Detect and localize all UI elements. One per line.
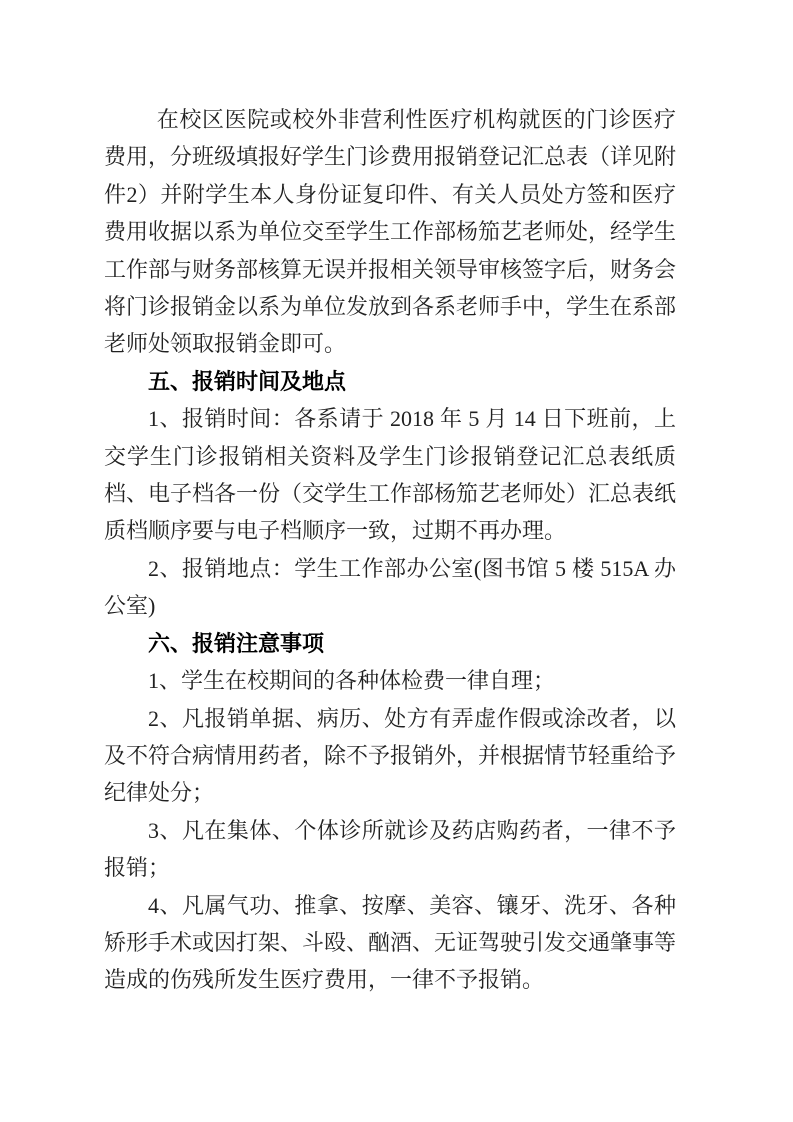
section-heading: 五、报销时间及地点 [148, 368, 347, 394]
paragraph: 3、凡在集体、个体诊所就诊及药店购药者，一律不予报销； [104, 817, 676, 881]
paragraph: 2、凡报销单据、病历、处方有弄虚作假或涂改者，以及不符合病情用药者，除不予报销外，并根据情节轻重给予纪律处分； [104, 705, 677, 806]
paragraph: 2、报销地点：学生工作部办公室(图书馆 5 楼 515A 办公室) [104, 555, 676, 619]
paragraph: 4、凡属气功、推拿、按摩、美容、镶牙、洗牙、各种矫形手术或因打架、斗殴、酗酒、无证驾驶引发交通肇事等造成的伤残所发生医疗费用，一律不予报销。 [104, 892, 677, 993]
paragraph: 在校区医院或校外非营利性医疗机构就医的门诊医疗费用，分班级填报好学生门诊费用报销登记汇总表（详见附件2）并附学生本人身份证复印件、有关人员处方签和医疗费用收据以系为单位交至学生工作部杨笳艺老师处，经学生工作部与财务部核算无误并报相关领导审核签字后，财务会将门诊报销金以系为单位发放到各系老师手中，学生在系部老师处领取报销金即可。 [104, 107, 677, 357]
document-body [104, 101, 676, 999]
section-heading: 六、报销注意事项 [148, 630, 325, 656]
paragraph: 1、学生在校期间的各种体检费一律自理； [148, 668, 556, 694]
paragraph: 1、报销时间：各系请于 2018 年 5 月 14 日下班前，上交学生门诊报销相关资料及学生门诊报销登记汇总表纸质档、电子档各一份（交学生工作部杨笳艺老师处）汇总表纸质档顺序要与电子档顺序一致，过期不再办理。 [104, 406, 677, 544]
